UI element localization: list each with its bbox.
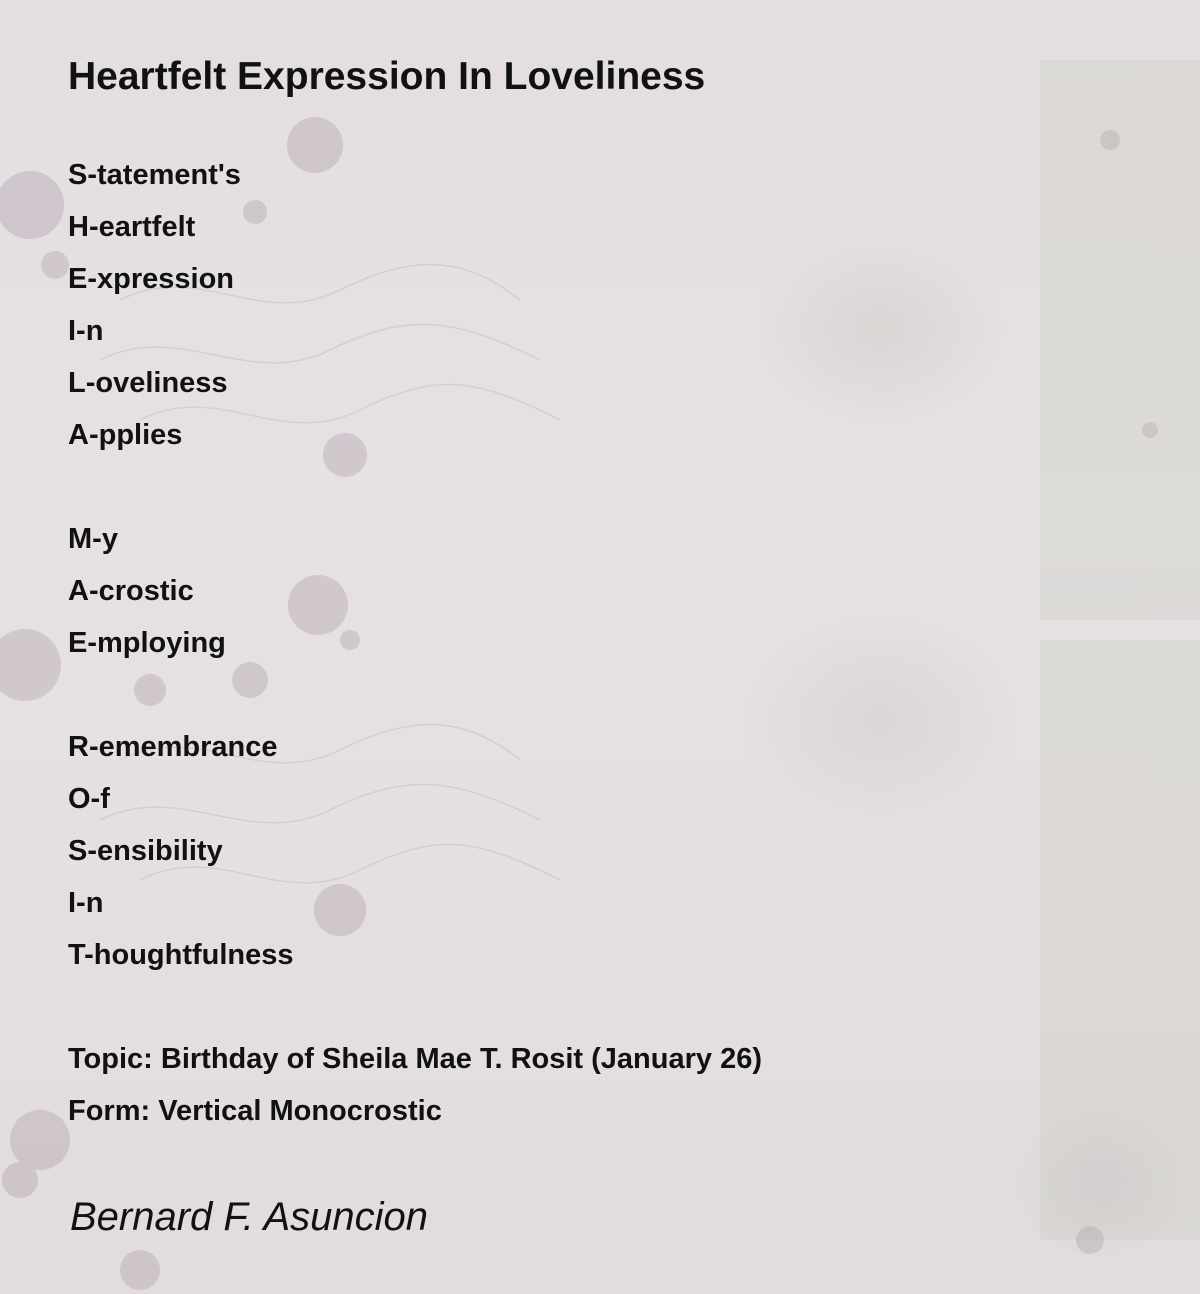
stanza-break [68,465,294,517]
poem-line: H-eartfelt [68,211,196,243]
poem-line: T-houghtfulness [68,939,294,971]
poem-line: S-tatement's [68,159,241,191]
poem-line: A-crostic [68,575,194,607]
poem-body [68,153,294,985]
poem-line: L-oveliness [68,367,228,399]
poem-line: I-n [68,887,104,919]
poem-line: A-pplies [68,419,183,451]
poem-topic: Topic: Birthday of Sheila Mae T. Rosit (January 26) [68,1043,762,1075]
poem-form: Form: Vertical Monocrostic [68,1095,442,1127]
poem-author: Bernard F. Asuncion [70,1195,428,1239]
poem-meta [68,1037,762,1141]
poem-line: O-f [68,783,110,815]
poem-line: M-y [68,523,118,555]
poem-line: I-n [68,315,104,347]
poem-line: R-emembrance [68,731,278,763]
stanza-break [68,673,294,725]
poem-line: E-mploying [68,627,226,659]
poem-title: Heartfelt Expression In Loveliness [68,55,706,98]
poem-line: E-xpression [68,263,234,295]
poem-line: S-ensibility [68,835,223,867]
